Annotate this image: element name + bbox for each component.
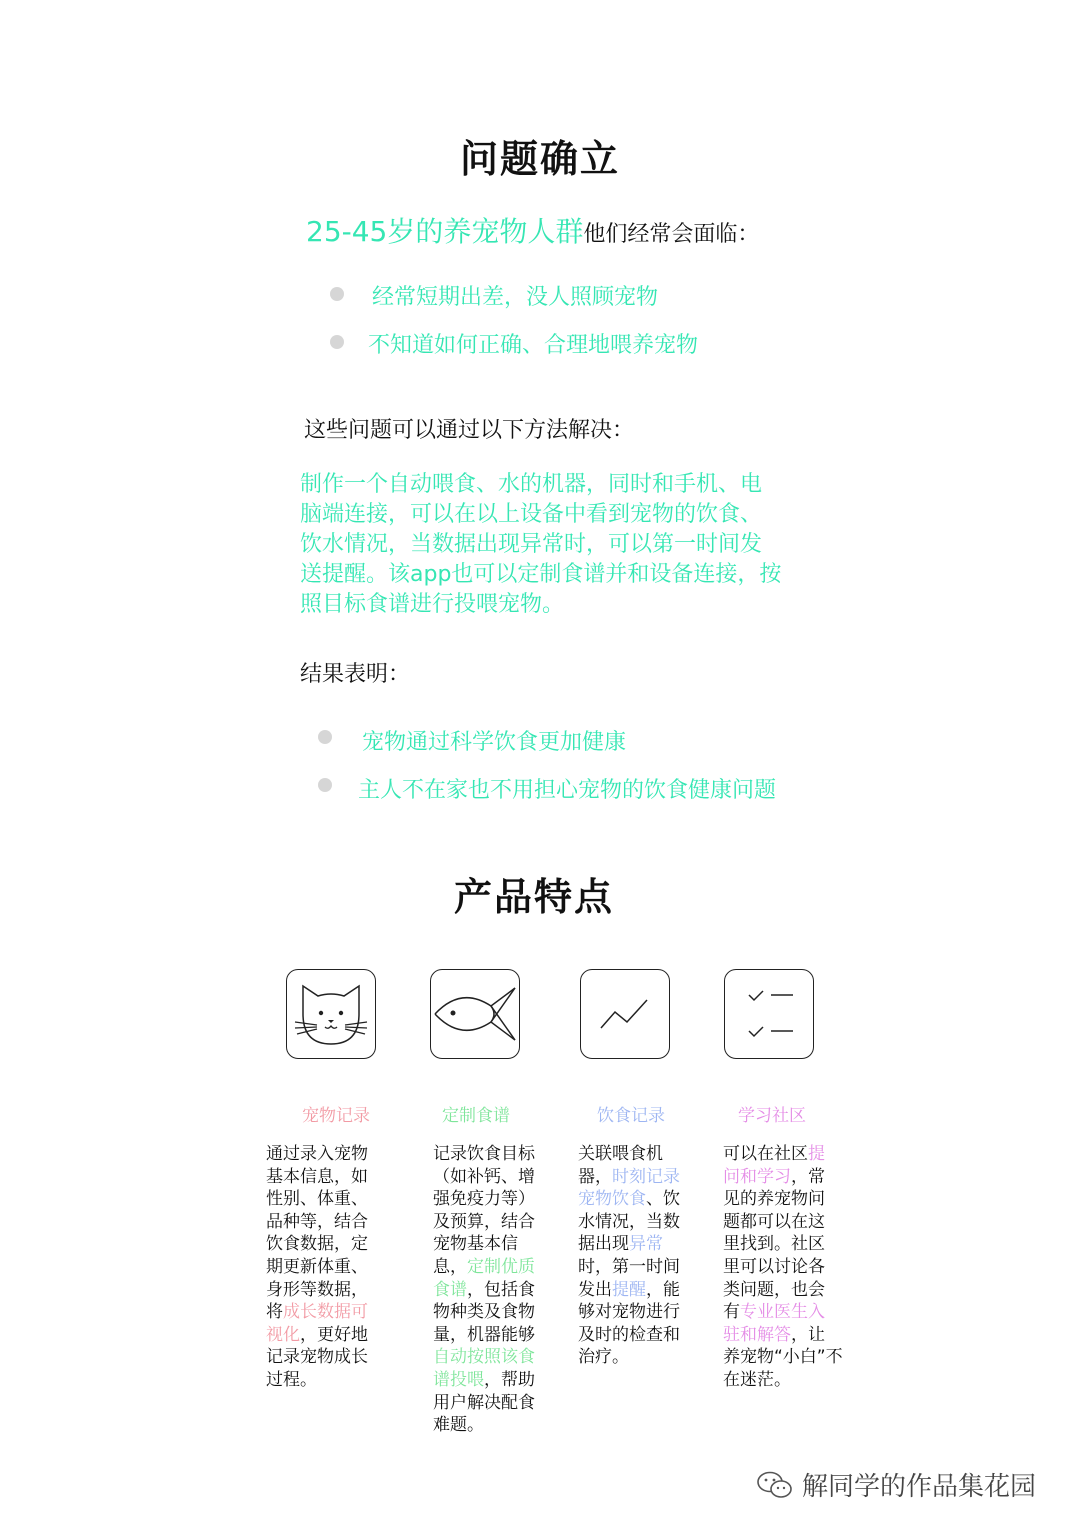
- highlight-text: 驻和解答: [723, 1324, 791, 1345]
- feature-desc-line: [578, 1233, 688, 1256]
- desc-text: 将: [266, 1302, 283, 1323]
- feature-desc-line: [433, 1188, 543, 1211]
- highlight-text: 异常: [629, 1234, 663, 1255]
- highlight-text: 成长数据可: [283, 1302, 368, 1323]
- feature-desc-line: [578, 1346, 688, 1369]
- feature-desc-line: [723, 1324, 843, 1347]
- feature-desc-line: [723, 1301, 843, 1324]
- solution-line: 脑端连接，可以在以上设备中看到宠物的饮食、: [300, 502, 763, 527]
- solution-line: 送提醒。该app也可以定制食谱并和设备连接，按: [300, 562, 782, 587]
- feature-desc-line: [266, 1233, 376, 1256]
- target-audience-line: [306, 210, 759, 250]
- desc-text: ，帮助: [484, 1369, 535, 1390]
- desc-text: 题都可以在这: [723, 1211, 825, 1232]
- solution-line: 制作一个自动喂食、水的机器，同时和手机、电: [300, 472, 763, 497]
- feature-desc-line: [723, 1188, 843, 1211]
- desc-text: ，常: [791, 1166, 825, 1187]
- desc-text: 品种等，结合: [266, 1211, 368, 1232]
- feature-desc-line: [266, 1324, 376, 1347]
- desc-text: 够对宠物进行: [578, 1302, 680, 1323]
- feature-desc-line: [578, 1279, 688, 1302]
- solution-line: 照目标食谱进行投喂宠物。: [300, 592, 565, 617]
- feature-desc-line: [723, 1369, 843, 1392]
- feature-desc-line: [578, 1166, 688, 1189]
- feature-desc-line: [723, 1256, 843, 1279]
- feature-desc-custom-recipe: [433, 1143, 543, 1437]
- feature-desc-line: [578, 1188, 688, 1211]
- desc-text: 身形等数据，: [266, 1279, 368, 1300]
- bullet-dot: [330, 287, 344, 301]
- solution-line: 饮水情况，当数据出现异常时，可以第一时间发: [300, 532, 763, 557]
- desc-text: 记录饮食目标: [433, 1144, 535, 1164]
- feature-desc-line: [723, 1233, 843, 1256]
- highlight-text: 问和学习: [723, 1166, 791, 1187]
- feature-desc-line: [578, 1256, 688, 1279]
- feature-desc-line: [266, 1143, 376, 1166]
- highlight-text: 视化: [266, 1324, 300, 1345]
- highlight-text: 食谱: [433, 1279, 467, 1300]
- desc-text: 性别、体重、: [266, 1189, 368, 1210]
- highlight-text: 提醒: [612, 1279, 646, 1300]
- desc-text: 在迷茫。: [723, 1369, 791, 1390]
- feature-desc-line: [266, 1211, 376, 1234]
- desc-text: 饮食数据，定: [266, 1234, 368, 1255]
- desc-text: 期更新体重、: [266, 1256, 368, 1277]
- highlight-text: 提: [808, 1144, 825, 1164]
- feature-desc-line: [723, 1166, 843, 1189]
- feature-desc-line: [433, 1369, 543, 1392]
- desc-text: 用户解决配食: [433, 1392, 535, 1413]
- feature-title-diet-records: 饮食记录: [597, 1106, 665, 1126]
- desc-text: 物种类及食物: [433, 1302, 535, 1323]
- desc-text: 记录宠物成长: [266, 1347, 368, 1368]
- desc-text: 时，第一时间: [578, 1256, 680, 1277]
- desc-text: 据出现: [578, 1234, 629, 1255]
- desc-text: 过程。: [266, 1369, 317, 1390]
- desc-text: ，让: [791, 1324, 825, 1345]
- feature-desc-pet-records: [266, 1143, 376, 1392]
- desc-text: 通过录入宠物: [266, 1144, 368, 1164]
- desc-text: ，更好地: [300, 1324, 368, 1345]
- audience-highlight: 25-45岁的养宠物人群: [306, 215, 584, 248]
- feature-desc-line: [266, 1188, 376, 1211]
- feature-desc-line: [578, 1324, 688, 1347]
- highlight-text: 宠物饮食: [578, 1189, 646, 1210]
- feature-desc-line: [266, 1279, 376, 1302]
- feature-desc-line: [433, 1414, 543, 1437]
- feature-desc-line: [266, 1369, 376, 1392]
- feature-desc-line: [433, 1256, 543, 1279]
- feature-desc-community: [723, 1143, 843, 1392]
- audience-rest: 他们经常会面临：: [583, 222, 760, 247]
- desc-text: 里可以讨论各: [723, 1256, 825, 1277]
- feature-desc-line: [266, 1256, 376, 1279]
- solution-paragraph: [300, 470, 830, 620]
- checklist-icon: [724, 969, 814, 1059]
- desc-text: 里找到。社区: [723, 1234, 825, 1255]
- desc-text: 治疗。: [578, 1347, 629, 1368]
- feature-desc-line: [723, 1143, 843, 1166]
- highlight-text: 时刻记录: [612, 1166, 680, 1187]
- desc-text: 有: [723, 1302, 740, 1323]
- result-item-1: 宠物通过科学饮食更加健康: [362, 730, 627, 755]
- desc-text: ，能: [646, 1279, 680, 1300]
- section-title-problem: 问题确立: [459, 137, 620, 181]
- highlight-text: 自动按照该食: [433, 1347, 535, 1368]
- bullet-dot: [318, 730, 332, 744]
- result-item-2: 主人不在家也不用担心宠物的饮食健康问题: [358, 778, 777, 803]
- feature-desc-line: [433, 1301, 543, 1324]
- feature-desc-line: [723, 1279, 843, 1302]
- feature-desc-line: [433, 1211, 543, 1234]
- desc-text: ，包括食: [467, 1279, 535, 1300]
- feature-desc-line: [433, 1166, 543, 1189]
- desc-text: 量，机器能够: [433, 1324, 535, 1345]
- feature-desc-line: [433, 1143, 543, 1166]
- highlight-text: 定制优质: [467, 1256, 535, 1277]
- wechat-icon: [756, 1470, 794, 1500]
- feature-desc-line: [433, 1392, 543, 1415]
- desc-text: 可以在社区: [723, 1144, 808, 1164]
- desc-text: 息，: [433, 1256, 467, 1277]
- fish-icon: [430, 969, 520, 1059]
- desc-text: 及预算，结合: [433, 1211, 535, 1232]
- desc-text: 难题。: [433, 1415, 484, 1436]
- desc-text: 类问题，也会: [723, 1279, 825, 1300]
- feature-desc-diet-records: [578, 1143, 688, 1369]
- feature-title-community: 学习社区: [738, 1106, 806, 1126]
- solution-intro: 这些问题可以通过以下方法解决：: [304, 418, 635, 443]
- desc-text: 基本信息，如: [266, 1166, 368, 1187]
- feature-desc-line: [433, 1233, 543, 1256]
- feature-desc-line: [433, 1279, 543, 1302]
- watermark: [756, 1466, 1036, 1503]
- feature-desc-line: [433, 1324, 543, 1347]
- problem-item-2: 不知道如何正确、合理地喂养宠物: [368, 333, 699, 358]
- feature-title-pet-records: 宠物记录: [302, 1106, 370, 1126]
- desc-text: 水情况，当数: [578, 1211, 680, 1232]
- feature-desc-line: [266, 1166, 376, 1189]
- desc-text: 关联喂食机: [578, 1144, 663, 1164]
- feature-desc-line: [578, 1143, 688, 1166]
- feature-desc-line: [578, 1301, 688, 1324]
- desc-text: 器，: [578, 1166, 612, 1187]
- highlight-text: 专业医生入: [740, 1302, 825, 1323]
- feature-desc-line: [266, 1301, 376, 1324]
- bullet-dot: [318, 778, 332, 792]
- desc-text: 养宠物“小白”不: [723, 1347, 843, 1368]
- desc-text: 见的养宠物问: [723, 1189, 825, 1210]
- feature-desc-line: [723, 1346, 843, 1369]
- chart-line-icon: [580, 969, 670, 1059]
- desc-text: 、饮: [646, 1189, 680, 1210]
- problem-item-1: 经常短期出差，没人照顾宠物: [372, 285, 659, 310]
- highlight-text: 谱投喂: [433, 1369, 484, 1390]
- desc-text: 宠物基本信: [433, 1234, 518, 1255]
- feature-desc-line: [433, 1346, 543, 1369]
- desc-text: （如补钙、增: [433, 1166, 535, 1187]
- feature-desc-line: [723, 1211, 843, 1234]
- desc-text: 及时的检查和: [578, 1324, 680, 1345]
- result-intro: 结果表明：: [300, 662, 411, 687]
- desc-text: 发出: [578, 1279, 612, 1300]
- bullet-dot: [330, 335, 344, 349]
- cat-icon: [286, 969, 376, 1059]
- feature-title-custom-recipe: 定制食谱: [442, 1106, 510, 1126]
- feature-desc-line: [578, 1211, 688, 1234]
- watermark-text: 解同学的作品集花园: [802, 1472, 1037, 1502]
- desc-text: 强免疫力等）: [433, 1189, 535, 1210]
- feature-desc-line: [266, 1346, 376, 1369]
- section-title-features: 产品特点: [453, 875, 614, 919]
